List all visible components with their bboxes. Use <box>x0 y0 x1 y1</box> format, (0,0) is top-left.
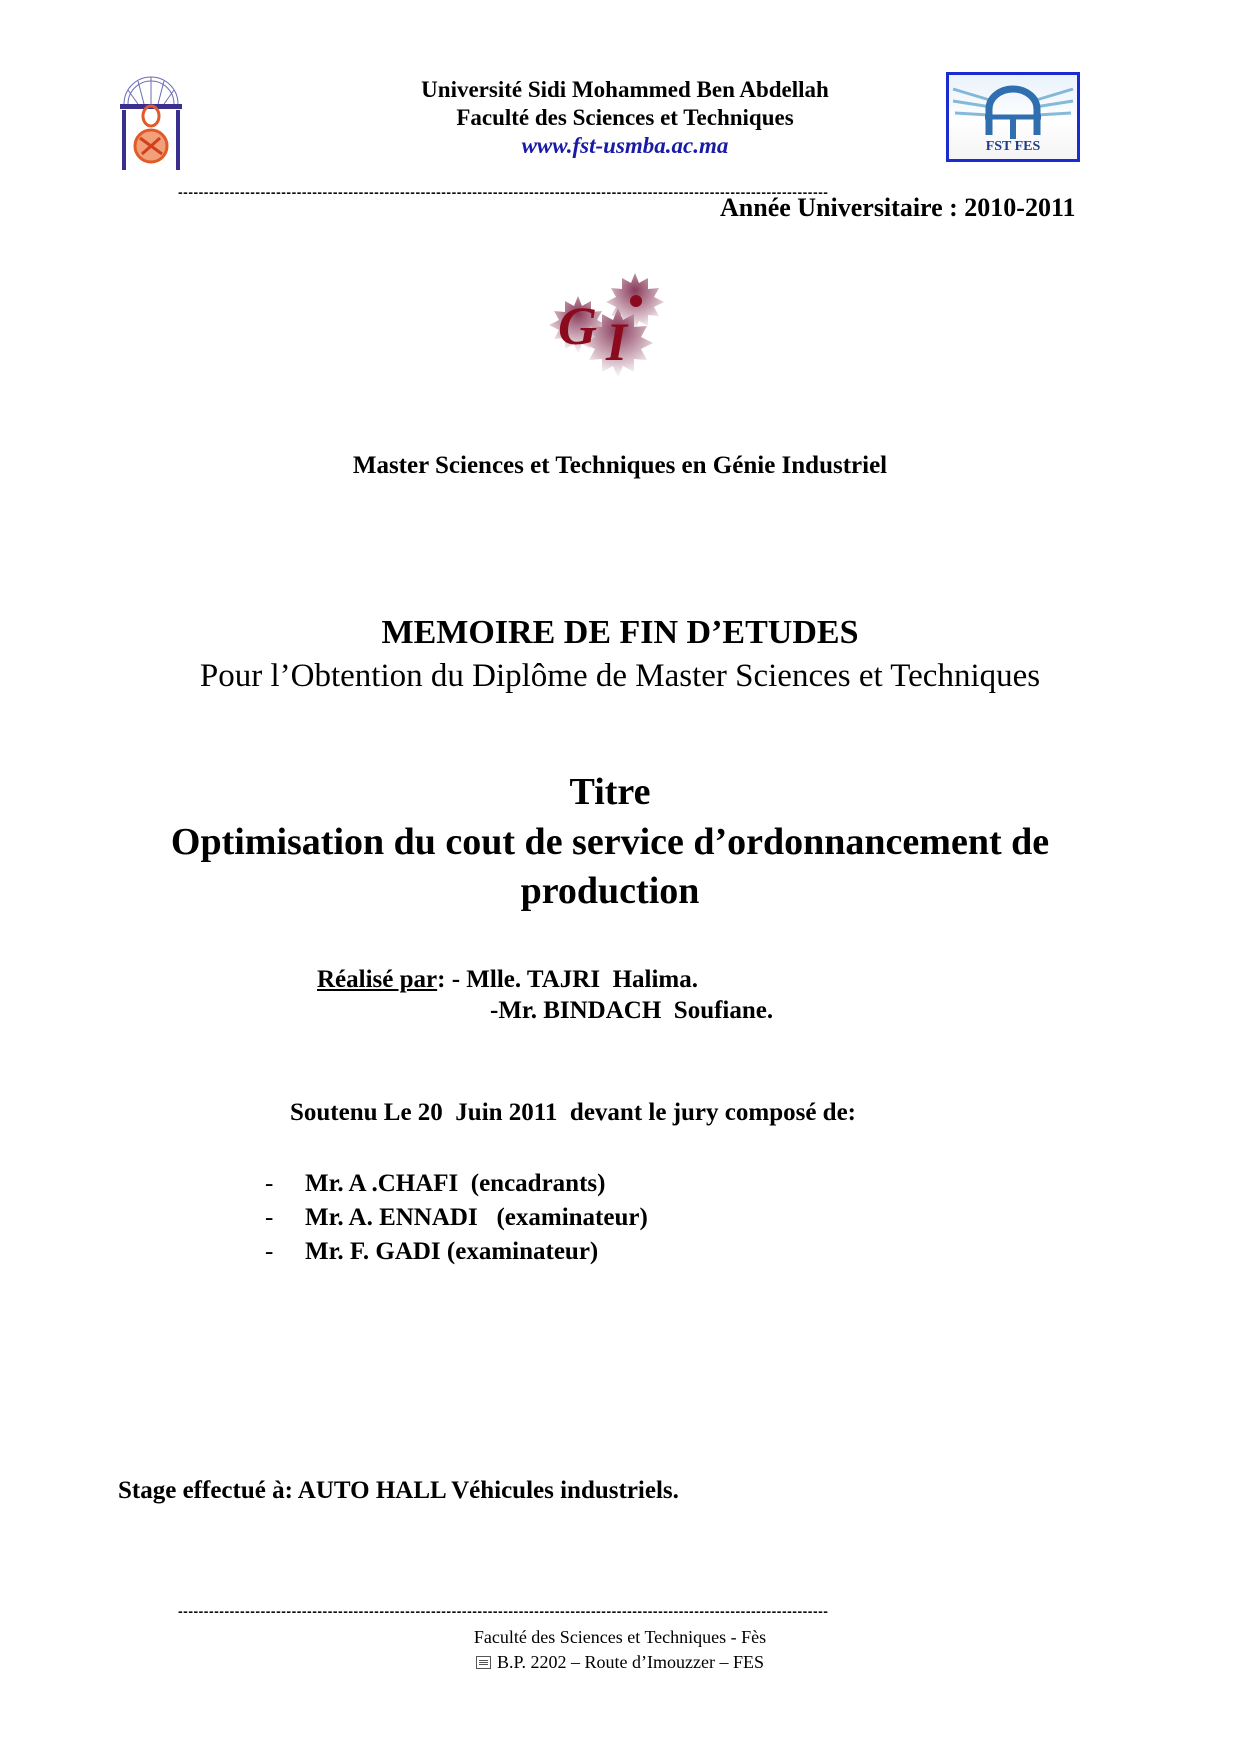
mailbox-icon <box>476 1656 491 1669</box>
header-institution <box>300 76 950 160</box>
jury-member-name: Mr. F. GADI (examinateur) <box>305 1238 599 1265</box>
jury-member <box>265 1201 648 1235</box>
website-link[interactable]: www.fst-usmba.ac.ma <box>521 133 729 158</box>
fst-logo-label: FST FES <box>985 139 1041 154</box>
footer-address <box>0 1625 1240 1675</box>
thesis-title <box>100 818 1120 916</box>
defense-info: Soutenu Le 20 Juin 2011 devant le jury composé de: <box>290 1099 857 1126</box>
gear-icon <box>540 268 670 383</box>
authors-label: Réalisé par <box>317 966 438 993</box>
thesis-title-line: production <box>520 870 700 912</box>
program-name: Master Sciences et Techniques en Génie Industriel <box>352 452 888 479</box>
jury-member <box>265 1235 648 1269</box>
faculty-name: Faculté des Sciences et Techniques <box>456 105 794 130</box>
academic-year: Année Universitaire : 2010-2011 <box>720 193 1076 222</box>
university-name: Université Sidi Mohammed Ben Abdellah <box>421 77 829 102</box>
list-bullet: - <box>265 1238 274 1265</box>
list-bullet: - <box>265 1170 274 1197</box>
gi-logo <box>540 268 670 383</box>
document-purpose: Pour l’Obtention du Diplôme de Master Sciences et Techniques <box>199 658 1041 694</box>
footer-faculty: Faculté des Sciences et Techniques - Fès <box>473 1627 767 1647</box>
thesis-title-line: Optimisation du cout de service d’ordonnancement de <box>170 821 1050 863</box>
fst-fes-logo <box>946 72 1080 162</box>
jury-member-name: Mr. A. ENNADI (examinateur) <box>305 1204 648 1231</box>
svg-text:I: I <box>606 312 628 372</box>
svg-text:G: G <box>558 296 597 356</box>
emblem-icon <box>118 74 184 174</box>
jury-member-name: Mr. A .CHAFI (encadrants) <box>305 1170 606 1197</box>
author-2: -Mr. BINDACH Soufiane. <box>490 997 774 1024</box>
footer-postal-text: B.P. 2202 – Route d’Imouzzer – FES <box>497 1652 764 1672</box>
university-emblem-logo <box>118 74 184 174</box>
author-1: : - Mlle. TAJRI Halima. <box>437 966 698 993</box>
authors-line-1 <box>317 962 698 997</box>
footer-separator: ------------------------------------------------------------------------------------------------------------------------------ <box>178 1603 829 1619</box>
header-separator: ------------------------------------------------------------------------------------------------------------------------------ <box>178 184 829 200</box>
title-label: Titre <box>569 771 651 813</box>
internship-info: Stage effectué à: AUTO HALL Véhicules industriels. <box>118 1477 679 1504</box>
footer-postal <box>0 1650 1240 1675</box>
jury-list <box>265 1167 648 1269</box>
document-type: MEMOIRE DE FIN D’ETUDES <box>381 614 859 651</box>
jury-member <box>265 1167 648 1201</box>
list-bullet: - <box>265 1204 274 1231</box>
